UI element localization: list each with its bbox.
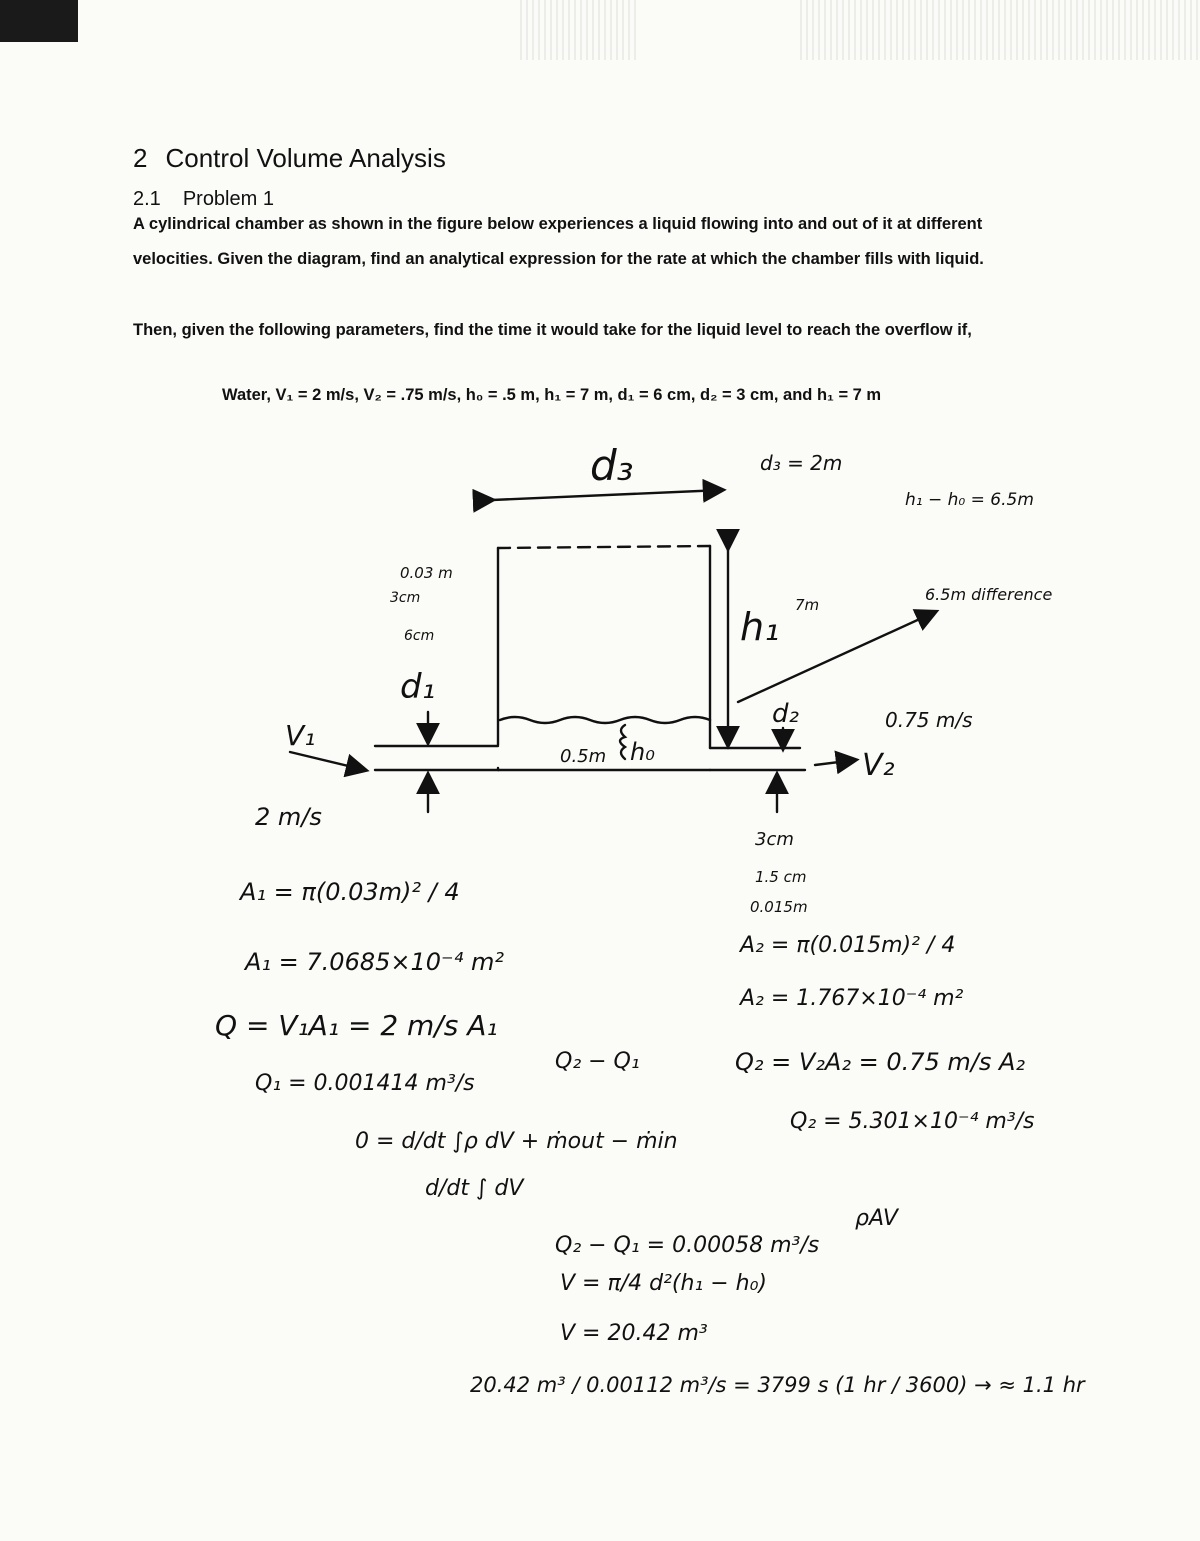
work-line: A₁ = 7.0685×10⁻⁴ m² (245, 948, 504, 976)
v2-value: 0.75 m/s (885, 708, 973, 732)
work-line: V = 20.42 m³ (560, 1321, 708, 1346)
section-title: Control Volume Analysis (165, 143, 446, 173)
overflow-line (498, 546, 710, 548)
v2-label: V₂ (862, 748, 895, 783)
d3-note: d₃ = 2m (760, 451, 843, 475)
section-number: 2 (133, 143, 148, 173)
work-line: Q = V₁A₁ = 2 m/s A₁ (215, 1009, 498, 1042)
work-line: d/dt ∫ dV (425, 1176, 524, 1201)
problem-number: 2.1 (133, 188, 161, 210)
d2-value: 0.015m (750, 898, 808, 916)
h0-value: 0.5m (560, 746, 607, 767)
d1-value: 6cm (404, 628, 435, 644)
given-parameters: Water, V₁ = 2 m/s, V₂ = .75 m/s, h₀ = .5 m, h₁ = 7 m, d₁ = 6 cm, d₂ = 3 cm, and h₁ = 7 m (222, 386, 882, 404)
problem-statement: A cylindrical chamber as shown in the figure below experiences a liquid flowing into and out of it at different velocities. Given the diagram, find an analytical expression for the rate at which the chamber fills with liquid. (133, 215, 984, 268)
h1-value: 7m (795, 596, 820, 614)
work-line: Q₂ − Q₁ = 0.00058 m³/s (555, 1233, 820, 1258)
work-line: Q₂ = 5.301×10⁻⁴ m³/s (790, 1109, 1035, 1134)
d3-label: d₃ (590, 441, 634, 490)
work-line: A₁ = π(0.03m)² / 4 (240, 878, 460, 906)
v1-label: V₁ (285, 719, 316, 752)
work-line: A₂ = 1.767×10⁻⁴ m² (740, 986, 964, 1011)
problem-title: Problem 1 (182, 188, 274, 210)
h1-label: h₁ (740, 605, 780, 649)
d2-label: d₂ (772, 699, 799, 729)
work-line: V = π/4 d²(h₁ − h₀) (560, 1271, 768, 1296)
work-line: Q₂ = V₂A₂ = 0.75 m/s A₂ (735, 1048, 1026, 1076)
h0-label: h₀ (630, 738, 655, 766)
work-line: A₂ = π(0.015m)² / 4 (740, 933, 956, 958)
d2-value: 3cm (755, 829, 794, 850)
work-line: 20.42 m³ / 0.00112 m³/s = 3799 s (1 hr / 3600) → ≈ 1.1 hr (470, 1373, 1085, 1397)
h0-brace (620, 725, 625, 759)
work-line: 0 = d/dt ∫ρ dV + ṁout − ṁin (355, 1129, 678, 1154)
difference-note: 6.5m difference (925, 585, 1053, 604)
work-line: ρAV (855, 1206, 898, 1231)
v2-flow-arrow (815, 760, 855, 765)
v1-value: 2 m/s (255, 803, 322, 831)
work-line: Q₂ − Q₁ (555, 1049, 640, 1074)
liquid-surface (500, 717, 710, 723)
d3-dimension (492, 490, 722, 500)
d2-value: 1.5 cm (755, 868, 807, 886)
d1-value: 0.03 m (400, 564, 453, 582)
d1-label: d₁ (400, 667, 436, 707)
work-line: Q₁ = 0.001414 m³/s (255, 1071, 475, 1096)
problem-question: Then, given the following parameters, find the time it would take for the liquid level to reach the overflow if, (133, 321, 972, 339)
inlet-pipe-bottom (375, 768, 498, 770)
h1h0-note: h₁ − h₀ = 6.5m (905, 490, 1034, 510)
v1-flow-arrow (290, 752, 365, 770)
d1-value: 3cm (390, 590, 421, 606)
